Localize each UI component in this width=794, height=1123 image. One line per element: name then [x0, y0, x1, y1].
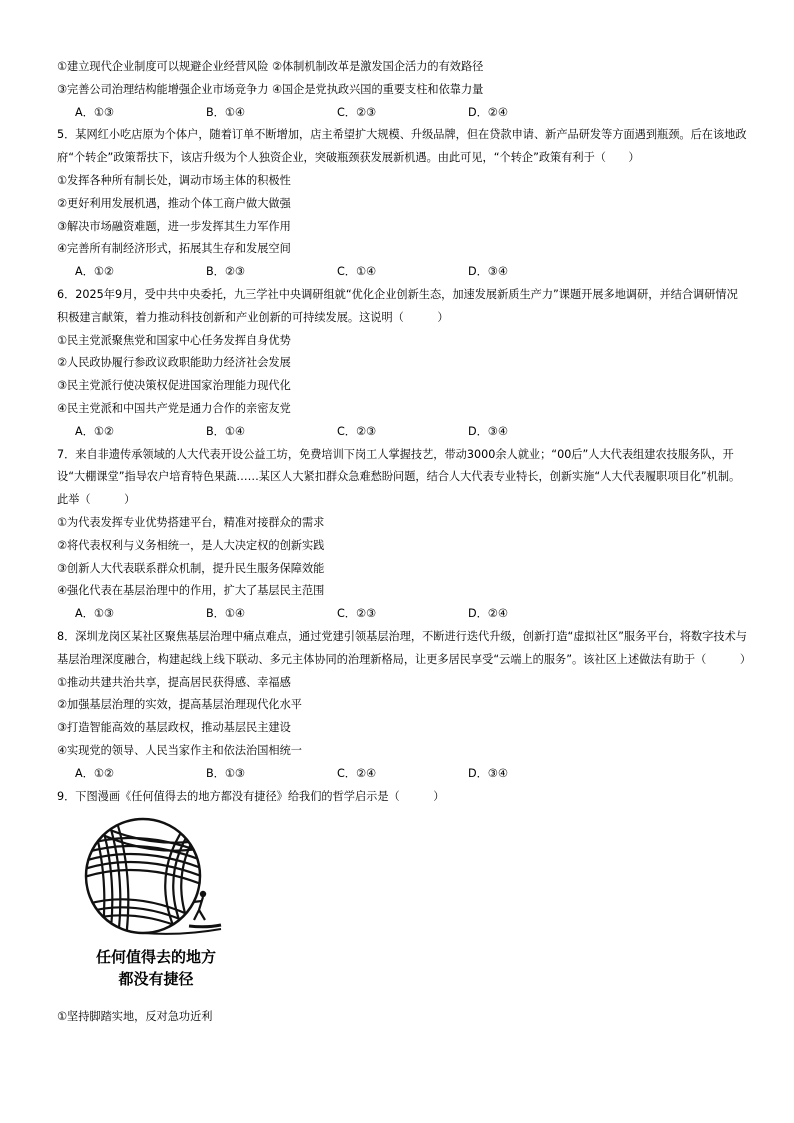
statement: ③解决市场融资难题，进一步发挥其生力军作用 — [57, 219, 291, 233]
question-5 — [57, 124, 747, 284]
question-9 — [57, 786, 747, 1030]
statement: ④民主党派和中国共产党是通力合作的亲密友党 — [57, 401, 291, 415]
statement: ③创新人大代表联系群众机制，提升民生服务保障效能 — [57, 561, 325, 575]
answer-options — [57, 763, 747, 786]
question-stem: 5．某网红小吃店原为个体户，随着订单不断增加，店主希望扩大规模、升级品牌，但在贷款申请、新产品研发等方面遇到瓶颈。后在该地政府“个转企”政策帮扶下，该店升级为个人独资企业，突破瓶颈获发展新机遇。由此可见，“个转企”政策有利于（ ） — [57, 128, 747, 165]
question-7 — [57, 444, 747, 626]
question-8 — [57, 626, 752, 786]
question-6 — [57, 284, 747, 444]
statement: ②更好利用发展机遇，推动个体工商户做大做强 — [57, 196, 291, 210]
option-d: D．③④ — [468, 766, 508, 780]
option-c: C．②③ — [337, 105, 377, 119]
option-d: D．③④ — [468, 424, 508, 438]
option-c: C．②③ — [337, 607, 377, 621]
question-stem: 8．深圳龙岗区某社区聚焦基层治理中痛点难点，通过党建引领基层治理，不断进行迭代升级，创新打造“虚拟社区”服务平台，将数字技术与基层治理深度融合，构建起线上线下联动、多元主体协同的治理新格局，让更多居民享受“云端上的服务”。该社区上述做法有助于（ ） — [57, 629, 752, 666]
question-stem: 7．来自非遗传承领域的人大代表开设公益工坊，免费培训下岗工人掌握技艺，带动3000余人就业；“00后”人大代表组建农技服务队，开设“大棚课堂”指导农户培育特色果蔬……某区人大紧扣群众急难愁盼问题，结合人大代表专业特长，创新实施“人大代表履职项目化”机制。此举（ ） — [57, 447, 741, 507]
statement: ①推动共建共治共享，提高居民获得感、幸福感 — [57, 675, 291, 689]
exam-page — [57, 56, 752, 1029]
option-c: C．②③ — [337, 424, 377, 438]
statement: ②加强基层治理的实效，提高基层治理现代化水平 — [57, 698, 302, 712]
statement: ①发挥各种所有制长处，调动市场主体的积极性 — [57, 173, 291, 187]
option-c: C．②④ — [337, 766, 377, 780]
answer-options — [57, 421, 747, 444]
option-b: B．①③ — [206, 766, 245, 780]
option-a: A．①③ — [75, 607, 114, 621]
comic-illustration — [81, 816, 231, 996]
statement: ④强化代表在基层治理中的作用，扩大了基层民主范围 — [57, 584, 325, 598]
option-c: C．①④ — [337, 265, 377, 279]
statement: ②将代表权利与义务相统一，是人大决定权的创新实践 — [57, 538, 325, 552]
option-a: A．①② — [75, 424, 114, 438]
statement: ③民主党派行使决策权促进国家治理能力现代化 — [57, 379, 291, 393]
question-4-tail — [57, 56, 747, 124]
option-b: B．②③ — [206, 265, 245, 279]
statement: ①民主党派聚焦党和国家中心任务发挥自身优势 — [57, 333, 291, 347]
option-b: B．①④ — [206, 105, 245, 119]
comic-caption-line-2: 都没有捷径 — [118, 970, 194, 989]
statement: ③打造智能高效的基层政权，推动基层民主建设 — [57, 721, 291, 735]
statement: ④完善所有制经济形式，拓展其生存和发展空间 — [57, 242, 291, 256]
option-a: A．①② — [75, 265, 114, 279]
yarn-ball-image — [81, 816, 231, 946]
option-a: A．①② — [75, 766, 114, 780]
statement: ④实现党的领导、人民当家作主和依法治国相统一 — [57, 743, 302, 757]
option-b: B．①④ — [206, 424, 245, 438]
question-stem: 6．2025年9月，受中共中央委托，九三学社中央调研组就“优化企业创新生态，加速发展新质生产力”课题开展多地调研，并结合调研情况积极建言献策，着力推动科技创新和产业创新的可持续发展。这说明（ ） — [57, 287, 738, 324]
option-b: B．①④ — [206, 607, 245, 621]
option-d: D．②④ — [468, 607, 508, 621]
question-stem: 9．下图漫画《任何值得去的地方都没有捷径》给我们的哲学启示是（ ） — [57, 789, 445, 803]
option-a: A．①③ — [75, 105, 114, 119]
option-d: D．②④ — [468, 105, 508, 119]
option-d: D．③④ — [468, 265, 508, 279]
statement: ②人民政协履行参政议政职能助力经济社会发展 — [57, 356, 291, 370]
answer-options — [57, 261, 747, 284]
answer-options — [57, 603, 747, 626]
statement: ①为代表发挥专业优势搭建平台，精准对接群众的需求 — [57, 515, 325, 529]
answer-options — [57, 102, 747, 125]
statement: ①坚持脚踏实地，反对急功近利 — [57, 1010, 213, 1024]
statement: ①建立现代企业制度可以规避企业经营风险 ②体制机制改革是激发国企活力的有效路径 — [57, 60, 484, 73]
comic-caption-line-1: 任何值得去的地方 — [95, 948, 216, 967]
statement: ③完善公司治理结构能增强企业市场竞争力 ④国企是党执政兴国的重要支柱和依靠力量 — [57, 82, 484, 96]
